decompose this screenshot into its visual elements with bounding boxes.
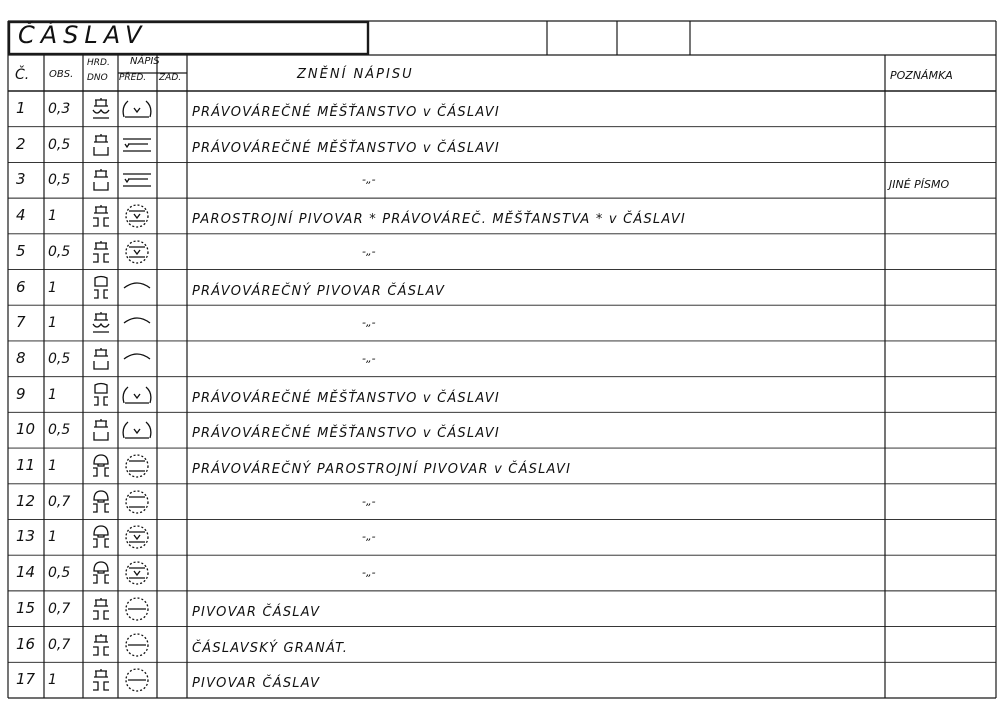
row-number: 9 (16, 384, 26, 403)
row-obs: 0,5 (48, 565, 71, 582)
neck-type-c-icon (86, 596, 116, 626)
row-number: 2 (16, 134, 26, 153)
row-number: 13 (16, 527, 36, 546)
front-label-dotted-circle-icon (119, 595, 155, 627)
row-ditto-mark: -„- (362, 566, 376, 580)
row-inscription: PRÁVOVÁREČNÉ MĚŠŤANSTVO v ČÁSLAVI (192, 105, 500, 120)
neck-type-e-icon (86, 489, 116, 519)
row-obs: 1 (48, 208, 57, 225)
row-obs: 0,7 (48, 493, 71, 510)
row-obs: 0,5 (48, 136, 71, 153)
row-number: 10 (16, 420, 36, 439)
neck-type-a-icon (86, 96, 116, 126)
row-ditto-mark: -„- (362, 530, 376, 544)
header-hrd: HRD. (87, 58, 110, 68)
row-obs: 0,5 (48, 243, 71, 260)
row-number: 5 (16, 241, 26, 260)
front-label-circle-lines-icon (119, 488, 155, 520)
front-label-circle-lines-icon (119, 452, 155, 484)
neck-type-b-icon (86, 417, 116, 447)
row-inscription: PRÁVOVÁREČNÉ MĚŠŤANSTVO v ČÁSLAVI (192, 390, 500, 406)
row-obs: 1 (48, 672, 57, 689)
header-poznamka: POZNÁMKA (890, 69, 953, 82)
row-number: 7 (16, 313, 26, 332)
header-number: Č. (15, 67, 30, 83)
header-zad: ZAD. (159, 73, 182, 83)
header-obs: OBS. (49, 69, 74, 80)
neck-type-a-icon (86, 310, 116, 340)
row-obs: 0,7 (48, 600, 71, 617)
row-number: 8 (16, 348, 26, 367)
row-number: 17 (16, 670, 36, 689)
row-inscription: PRÁVOVÁREČNÉ MĚŠŤANSTVO v ČÁSLAVI (192, 426, 500, 442)
neck-type-c-icon (86, 203, 116, 233)
front-label-circle-v-icon (119, 238, 155, 270)
row-ditto-mark: -„- (362, 316, 376, 330)
row-inscription: PRÁVOVÁREČNÉ MĚŠŤANSTVO v ČÁSLAVI (192, 140, 500, 156)
row-obs: 0,5 (48, 172, 71, 189)
neck-type-e-icon (86, 524, 116, 554)
row-obs: 0,5 (48, 422, 71, 439)
front-label-arc-icon (119, 309, 155, 341)
front-label-circle-v-icon (119, 202, 155, 234)
row-number: 6 (16, 277, 26, 296)
neck-type-c-icon (86, 667, 116, 697)
row-inscription: PRÁVOVÁREČNÝ PAROSTROJNÍ PIVOVAR v ČÁSLAVI (192, 462, 572, 478)
neck-type-e-icon (86, 453, 116, 483)
row-inscription: PIVOVAR ČÁSLAV (192, 676, 321, 692)
row-inscription: ČÁSLAVSKÝ GRANÁT. (192, 640, 349, 656)
row-ditto-mark: -„- (362, 494, 376, 508)
row-inscription: PAROSTROJNÍ PIVOVAR * PRÁVOVÁREČ. MĚŠŤANSTVA * v ČÁSLAVI (192, 212, 686, 228)
front-label-arc-icon (119, 274, 155, 306)
row-number: 1 (16, 99, 26, 117)
row-obs: 1 (48, 458, 57, 475)
header-pred: PŘED. (119, 73, 147, 83)
neck-type-d-icon (86, 382, 116, 412)
neck-type-d-icon (86, 275, 116, 305)
row-obs: 0,5 (48, 350, 71, 367)
front-label-v-oval-icon (119, 381, 155, 413)
row-obs: 0,3 (48, 101, 71, 117)
front-label-circle-v-icon (119, 559, 155, 591)
header-zneni: ZNĚNÍ NÁPISU (297, 67, 414, 82)
front-label-circle-v-icon (119, 523, 155, 555)
neck-type-c-icon (86, 632, 116, 662)
header-napis: NÁPIS (130, 56, 160, 67)
row-ditto-mark: -„- (362, 351, 376, 365)
row-number: 4 (16, 206, 26, 225)
row-number: 15 (16, 598, 36, 617)
neck-type-e-icon (86, 560, 116, 590)
row-number: 3 (16, 170, 26, 189)
card-title: ČÁSLAV (18, 21, 148, 49)
neck-type-b-icon (86, 132, 116, 162)
row-number: 12 (16, 491, 36, 510)
row-number: 14 (16, 563, 36, 582)
row-number: 16 (16, 634, 36, 653)
front-label-arc-icon (119, 345, 155, 377)
neck-type-b-icon (86, 346, 116, 376)
front-label-dotted-circle-icon (119, 666, 155, 698)
row-obs: 1 (48, 529, 57, 546)
front-label-lines-icon (119, 166, 155, 198)
row-number: 11 (16, 456, 36, 475)
neck-type-c-icon (86, 239, 116, 269)
front-label-lines-icon (119, 131, 155, 163)
row-obs: 1 (48, 315, 57, 332)
front-label-v-oval-icon (119, 95, 155, 127)
row-obs: 1 (48, 279, 57, 296)
row-note: JINÉ PÍSMO (889, 178, 950, 192)
row-inscription: PIVOVAR ČÁSLAV (192, 604, 321, 620)
row-obs: 1 (48, 386, 57, 403)
row-ditto-mark: -„- (362, 244, 376, 258)
front-label-v-oval-icon (119, 416, 155, 448)
header-dno: DNO (87, 73, 108, 83)
row-ditto-mark: -„- (362, 173, 376, 187)
row-inscription: PRÁVOVÁREČNÝ PIVOVAR ČÁSLAV (192, 283, 446, 299)
row-obs: 0,7 (48, 636, 71, 653)
neck-type-b-icon (86, 167, 116, 197)
front-label-dotted-circle-icon (119, 631, 155, 663)
